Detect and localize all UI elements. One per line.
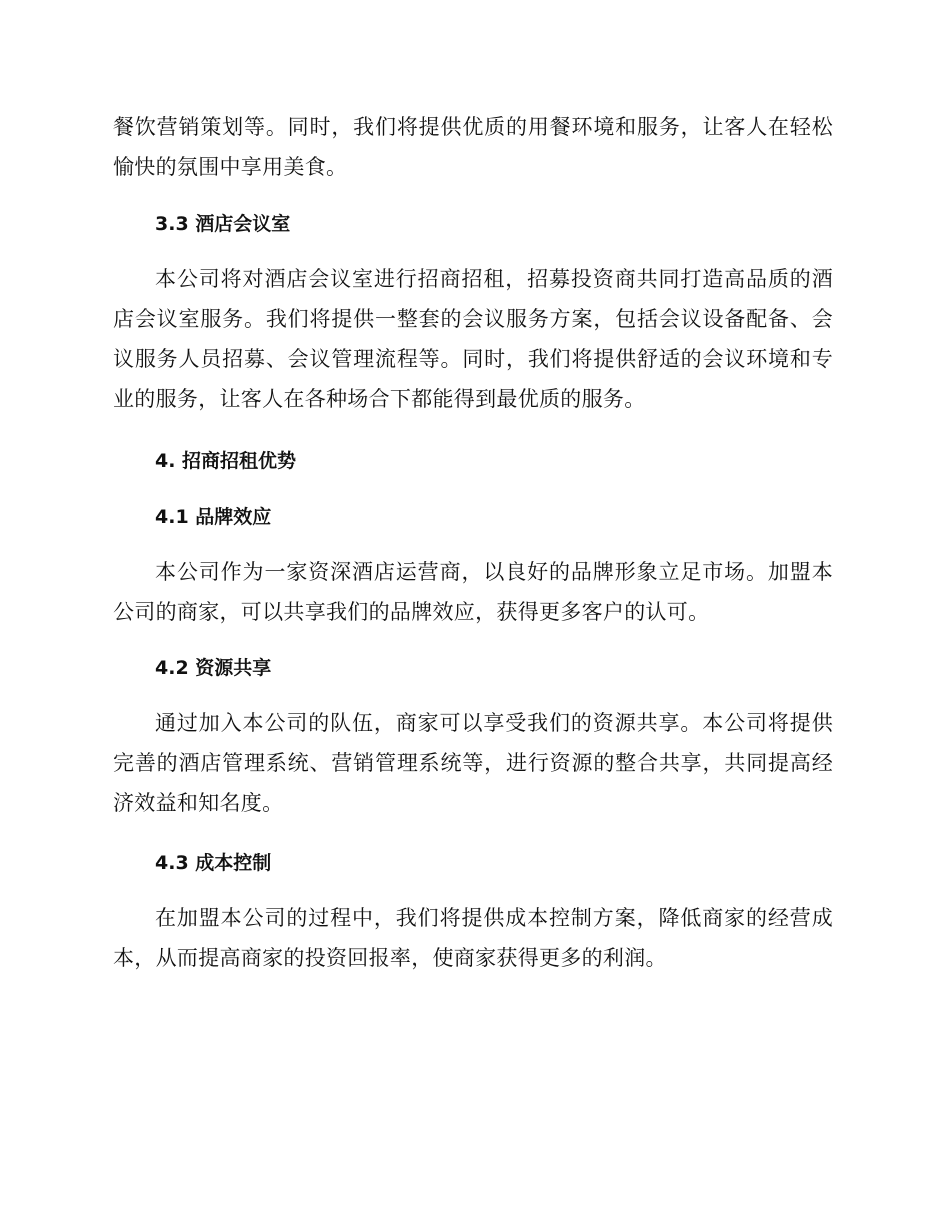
section-4-1-paragraph: 本公司作为一家资深酒店运营商，以良好的品牌形象立足市场。加盟本公司的商家，可以共享我们的品牌效应，获得更多客户的认可。 xyxy=(113,560,833,624)
section-4-1-heading: 4.1 品牌效应 xyxy=(155,506,272,528)
intro-continuation-paragraph: 餐饮营销策划等。同时，我们将提供优质的用餐环境和服务，让客人在轻松愉快的氛围中享用美食。 xyxy=(113,115,833,179)
section-3-3-paragraph: 本公司将对酒店会议室进行招商招租，招募投资商共同打造高品质的酒店会议室服务。我们将提供一整套的会议服务方案，包括会议设备配备、会议服务人员招募、会议管理流程等。同时，我们将提供舒适的会议环境和专业的服务，让客人在各种场合下都能得到最优质的服务。 xyxy=(113,267,833,411)
section-4-3-heading: 4.3 成本控制 xyxy=(155,852,272,874)
section-4-3-paragraph: 在加盟本公司的过程中，我们将提供成本控制方案，降低商家的经营成本，从而提高商家的投资回报率，使商家获得更多的利润。 xyxy=(113,906,833,970)
section-4-2-paragraph: 通过加入本公司的队伍，商家可以享受我们的资源共享。本公司将提供完善的酒店管理系统、营销管理系统等，进行资源的整合共享，共同提高经济效益和知名度。 xyxy=(113,711,833,815)
section-4-heading: 4. 招商招租优势 xyxy=(155,450,297,472)
section-3-3-heading: 3.3 酒店会议室 xyxy=(155,213,291,235)
section-4-2-heading: 4.2 资源共享 xyxy=(155,657,272,679)
